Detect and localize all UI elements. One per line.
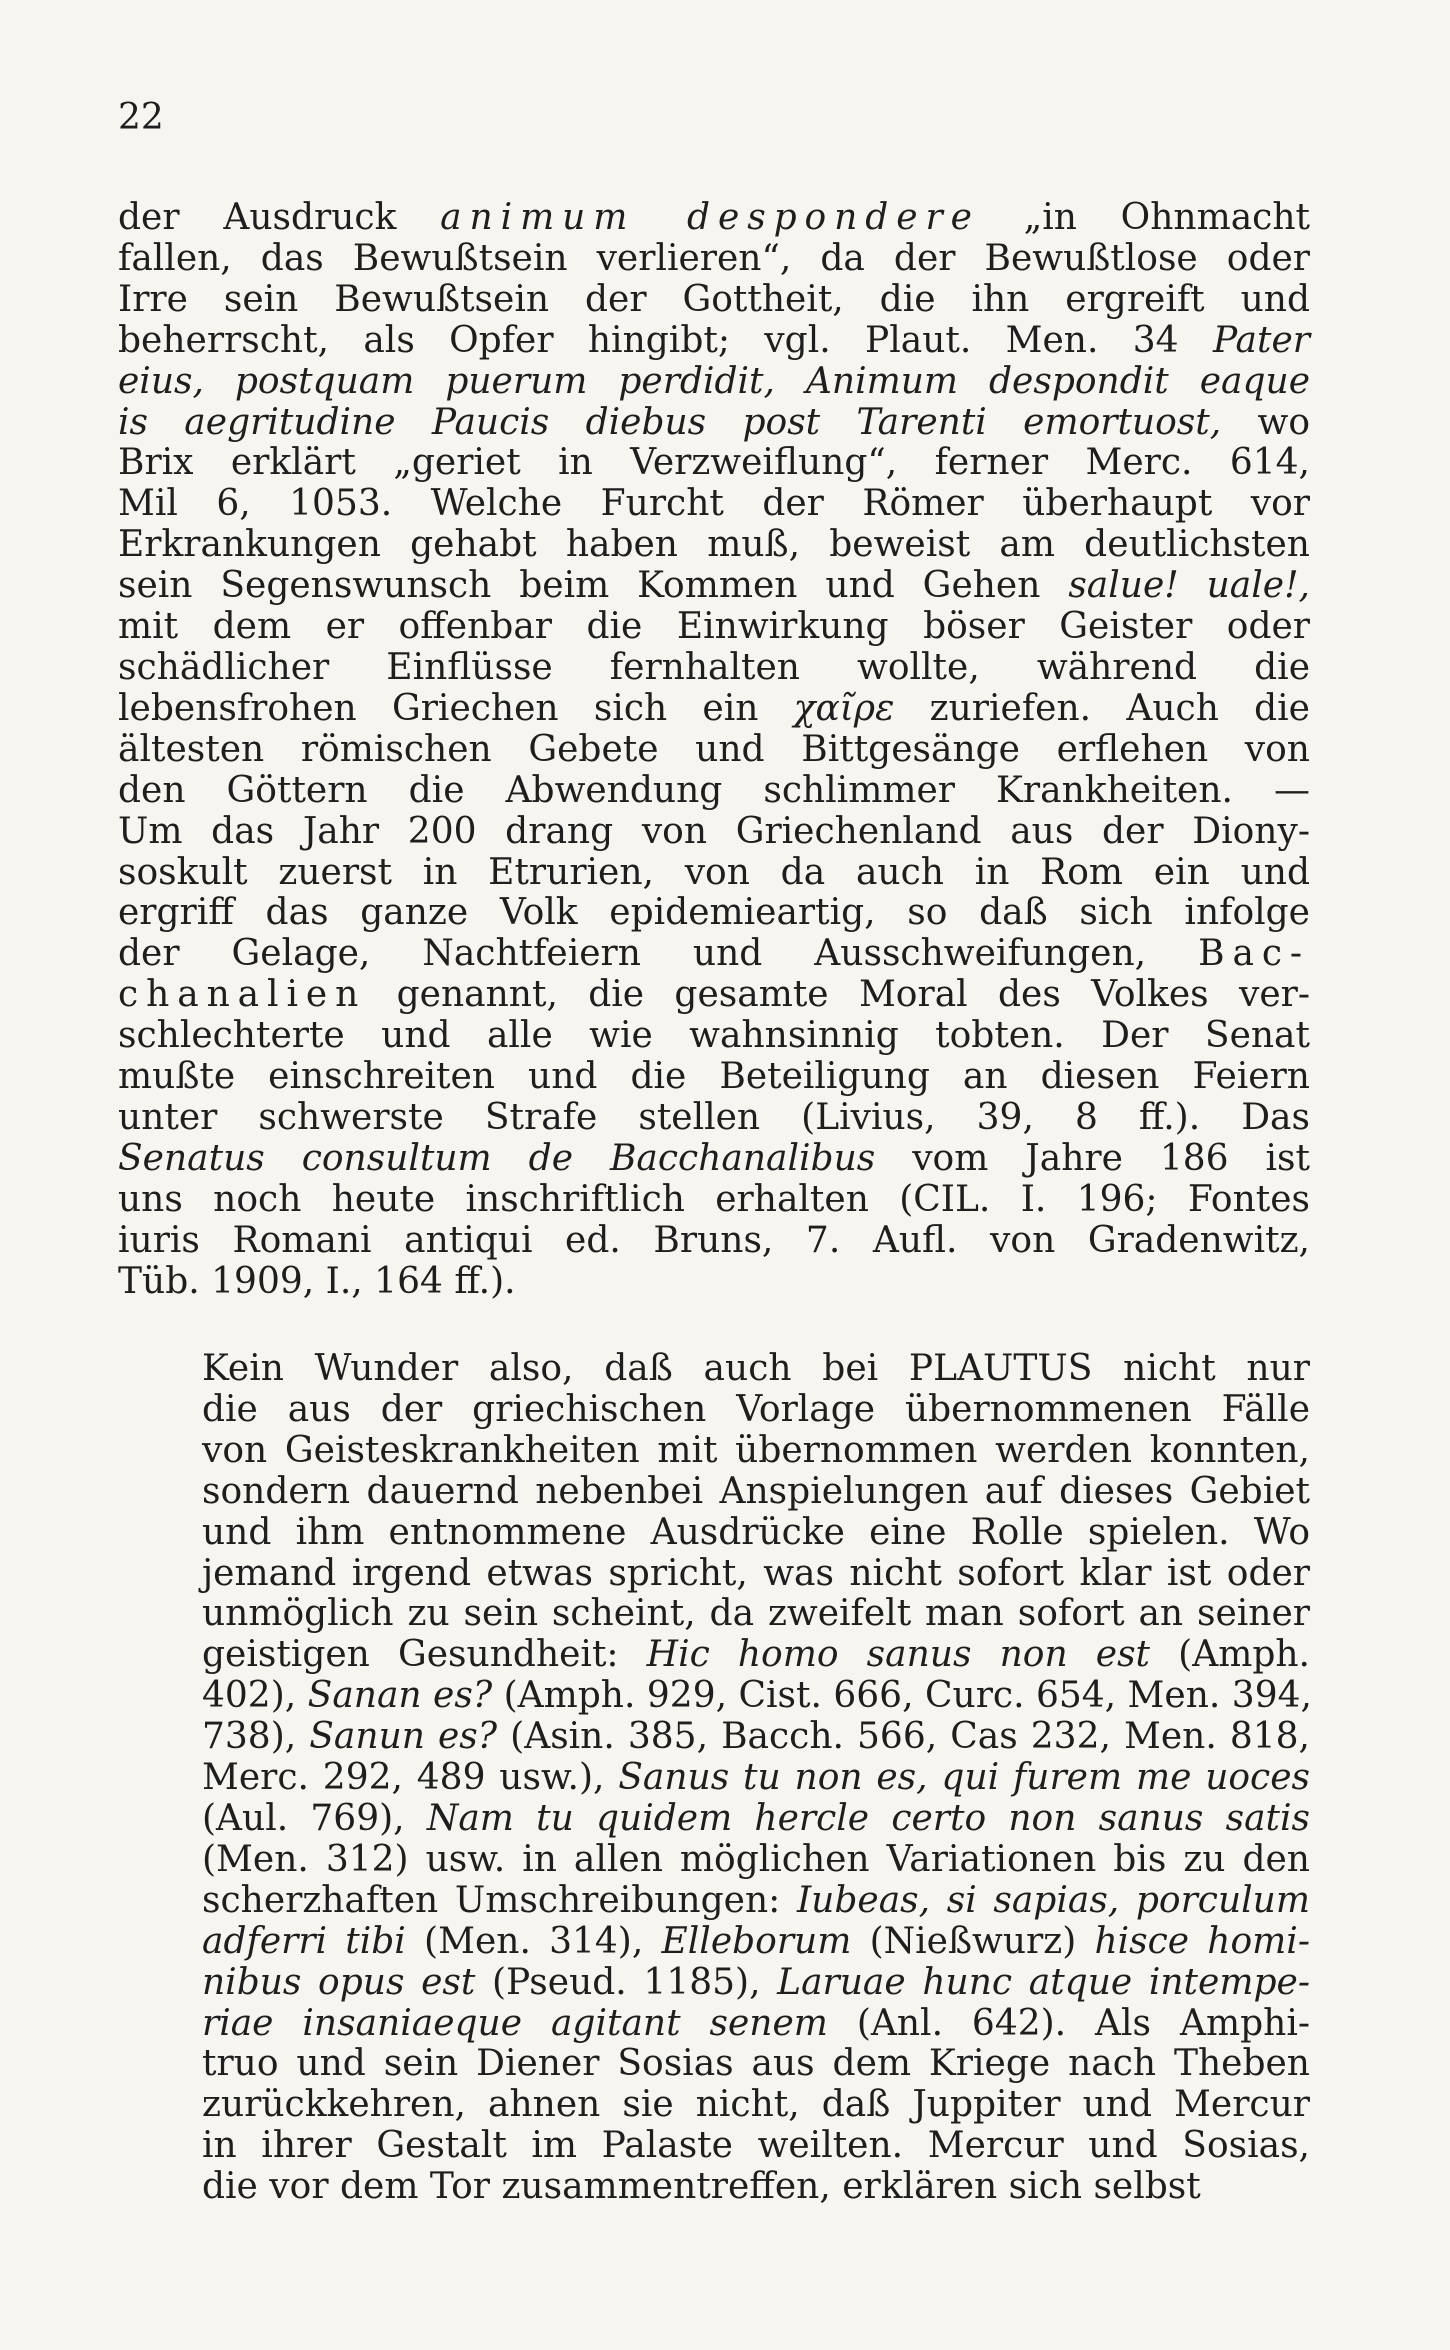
text-run: Brix erklärt „geriet in Verzweiflung“, ferner Merc. 614, bbox=[118, 442, 1310, 484]
italic-text: eius, postquam puerum perdidit, Animum despondit eaque bbox=[118, 360, 1310, 402]
italic-text: riae insaniaeque agitant senem bbox=[202, 2002, 828, 2044]
text-run: Tüb. 1909, I., 164 ff.). bbox=[118, 1260, 516, 1302]
italic-text: Nam tu quidem hercle certo non sanus satis bbox=[426, 1797, 1310, 1839]
text-line bbox=[118, 1594, 1310, 1635]
text-run: ältesten römischen Gebete und Bittgesänge erflehen von bbox=[118, 728, 1310, 770]
text-run: beherrscht, als Opfer hingibt; vgl. Plaut. Men. 34 bbox=[118, 319, 1213, 361]
text-run: uns noch heute inschriftlich erhalten (CIL. I. 196; Fontes bbox=[118, 1178, 1310, 1220]
text-run: ergriff das ganze Volk epidemieartig, so daß sich infolge bbox=[118, 892, 1310, 934]
italic-text: χαῖρε bbox=[793, 687, 895, 729]
text-line bbox=[118, 1016, 1310, 1057]
text-run: Irre sein Bewußtsein der Gottheit, die ihn ergreift und bbox=[118, 278, 1310, 320]
text-run: (Nießwurz) bbox=[851, 1920, 1095, 1962]
page-number: 22 bbox=[118, 97, 164, 138]
text-run: jemand irgend etwas spricht, was nicht sofort klar ist oder bbox=[202, 1552, 1310, 1594]
text-line bbox=[118, 2044, 1310, 2085]
text-line bbox=[118, 1840, 1310, 1881]
text-line bbox=[118, 607, 1310, 648]
text-run: genannt, die gesamte Moral des Volkes ver- bbox=[366, 974, 1310, 1016]
text-run: wo bbox=[1221, 401, 1310, 443]
text-line bbox=[118, 648, 1310, 689]
text-line bbox=[118, 1221, 1310, 1262]
text-run: (Asin. 385, Bacch. 566, Cas 232, Men. 818, bbox=[497, 1716, 1310, 1758]
text-line bbox=[118, 812, 1310, 853]
text-run: (Amph. bbox=[1150, 1634, 1310, 1676]
text-run: Bac- bbox=[1198, 933, 1310, 975]
text-line bbox=[118, 771, 1310, 812]
italic-text: salue! uale!, bbox=[1068, 565, 1310, 607]
text-run: chanalien bbox=[118, 974, 367, 1016]
text-run: (Anl. 642). Als Amphi- bbox=[827, 2002, 1310, 2044]
text-run: mit dem er offenbar die Einwirkung böser Geister oder bbox=[118, 606, 1310, 648]
text-run: unter schwerste Strafe stellen (Livius, 39, 8 ff.). Das bbox=[118, 1096, 1310, 1138]
text-run: den Göttern die Abwendung schlimmer Krankheiten. — bbox=[118, 769, 1310, 811]
text-line bbox=[118, 1922, 1310, 1963]
text-line bbox=[118, 484, 1310, 525]
text-run: der Ausdruck bbox=[118, 197, 441, 238]
text-run: von Geisteskrankheiten mit übernommen werden konnten, bbox=[202, 1429, 1310, 1471]
text-line bbox=[118, 2167, 1310, 2208]
italic-text: adferri tibi bbox=[202, 1920, 406, 1962]
italic-text: Sanan es? bbox=[307, 1675, 493, 1717]
italic-text: Laruae hunc atque intempe- bbox=[777, 1961, 1310, 2003]
paragraph-2 bbox=[118, 1349, 1310, 2208]
italic-text: nibus opus est bbox=[202, 1961, 476, 2003]
text-line bbox=[118, 934, 1310, 975]
text-run: 738), bbox=[202, 1716, 310, 1758]
text-line bbox=[118, 1390, 1310, 1431]
text-line bbox=[118, 1963, 1310, 2004]
italic-text: Sanun es? bbox=[309, 1716, 498, 1758]
text-line bbox=[118, 2004, 1310, 2045]
italic-text: Iubeas, si sapias, porculum bbox=[796, 1879, 1310, 1921]
italic-text: is aegritudine Paucis diebus post Tarenti emortuost, bbox=[118, 401, 1222, 443]
text-run: Um das Jahr 200 drang von Griechenland aus der Diony- bbox=[118, 810, 1310, 852]
text-run: (Men. 314), bbox=[405, 1920, 662, 1962]
italic-text: Sanus tu non es, qui furem me uoces bbox=[618, 1757, 1310, 1799]
text-run: sondern dauernd nebenbei Anspielungen auf dieses Gebiet bbox=[202, 1470, 1310, 1512]
text-run: die vor dem Tor zusammentreffen, erklären sich selbst bbox=[202, 2166, 1201, 2208]
text-line bbox=[118, 443, 1310, 484]
text-run: truo und sein Diener Sosias aus dem Kriege nach Theben bbox=[202, 2043, 1310, 2085]
italic-text: Pater bbox=[1212, 319, 1310, 361]
text-line bbox=[118, 1098, 1310, 1139]
text-line bbox=[118, 280, 1310, 321]
text-line bbox=[118, 1799, 1310, 1840]
text-line bbox=[118, 239, 1310, 280]
text-line bbox=[118, 1676, 1310, 1717]
text-run: zuriefen. Auch die bbox=[894, 687, 1310, 729]
text-line bbox=[118, 362, 1310, 403]
text-run: lebensfrohen Griechen sich ein bbox=[118, 687, 794, 729]
italic-text: Hic homo sanus non est bbox=[646, 1634, 1151, 1676]
text-line bbox=[118, 1349, 1310, 1390]
text-line bbox=[118, 975, 1310, 1016]
text-line bbox=[118, 1431, 1310, 1472]
text-line bbox=[118, 1635, 1310, 1676]
text-line bbox=[118, 1057, 1310, 1098]
text-line bbox=[118, 689, 1310, 730]
text-line bbox=[118, 1513, 1310, 1554]
text-run: Mil 6, 1053. Welche Furcht der Römer überhaupt vor bbox=[118, 483, 1310, 525]
text-run: in ihrer Gestalt im Palaste weilten. Mercur und Sosias, bbox=[202, 2125, 1310, 2167]
text-run: sein Segenswunsch beim Kommen und Gehen bbox=[118, 565, 1069, 607]
text-line bbox=[118, 730, 1310, 771]
text-line bbox=[118, 403, 1310, 444]
text-line bbox=[118, 2085, 1310, 2126]
italic-text: Senatus consultum de Bacchanalibus bbox=[118, 1137, 876, 1179]
text-run: und ihm entnommene Ausdrücke eine Rolle spielen. Wo bbox=[202, 1511, 1310, 1553]
italic-text: animum despondere bbox=[440, 197, 980, 238]
text-run: (Men. 312) usw. in allen möglichen Variationen bis zu den bbox=[202, 1838, 1310, 1880]
text-line bbox=[118, 1472, 1310, 1513]
text-run: schlechterte und alle wie wahnsinnig tobten. Der Senat bbox=[118, 1015, 1310, 1057]
paragraph-1 bbox=[118, 198, 1310, 1302]
italic-text: hisce homi- bbox=[1094, 1920, 1310, 1962]
text-line bbox=[118, 1717, 1310, 1758]
text-run: geistigen Gesundheit: bbox=[202, 1634, 647, 1676]
text-line bbox=[118, 1180, 1310, 1221]
text-run: iuris Romani antiqui ed. Bruns, 7. Aufl. von Gradenwitz, bbox=[118, 1219, 1310, 1261]
text-run: (Pseud. 1185), bbox=[475, 1961, 778, 2003]
text-run: (Aul. 769), bbox=[202, 1797, 427, 1839]
text-line bbox=[118, 1262, 1310, 1303]
text-line bbox=[118, 321, 1310, 362]
text-line bbox=[118, 1554, 1310, 1595]
text-line bbox=[118, 525, 1310, 566]
text-run: die aus der griechischen Vorlage übernommenen Fälle bbox=[202, 1388, 1310, 1430]
text-run: fallen, das Bewußtsein verlieren“, da der Bewußtlose oder bbox=[118, 237, 1310, 279]
text-run: Erkrankungen gehabt haben muß, beweist am deutlichsten bbox=[118, 524, 1310, 566]
text-run: Merc. 292, 489 usw.), bbox=[202, 1757, 619, 1799]
text-line bbox=[118, 566, 1310, 607]
text-run: unmöglich zu sein scheint, da zweifelt man sofort an seiner bbox=[202, 1593, 1310, 1635]
text-run: zurückkehren, ahnen sie nicht, daß Juppiter und Mercur bbox=[202, 2084, 1310, 2126]
text-run: 402), bbox=[202, 1675, 308, 1717]
text-run: soskult zuerst in Etrurien, von da auch in Rom ein und bbox=[118, 851, 1310, 893]
text-line bbox=[118, 1758, 1310, 1799]
text-run: der Gelage, Nachtfeiern und Ausschweifungen, bbox=[118, 933, 1199, 975]
text-run: schädlicher Einflüsse fernhalten wollte, während die bbox=[118, 646, 1310, 688]
italic-text: Elleborum bbox=[661, 1920, 852, 1962]
text-line bbox=[118, 1139, 1310, 1180]
text-line bbox=[118, 2126, 1310, 2167]
text-run: Kein Wunder also, daß auch bei PLAUTUS nicht nur bbox=[202, 1348, 1310, 1389]
text-line bbox=[118, 198, 1310, 239]
text-line bbox=[118, 893, 1310, 934]
text-run: (Amph. 929, Cist. 666, Curc. 654, Men. 394, bbox=[492, 1675, 1312, 1717]
text-run: mußte einschreiten und die Beteiligung an diesen Feiern bbox=[118, 1056, 1310, 1098]
text-line bbox=[118, 1881, 1310, 1922]
text-run: scherzhaften Umschreibungen: bbox=[202, 1879, 797, 1921]
text-line bbox=[118, 853, 1310, 894]
text-run: vom Jahre 186 ist bbox=[875, 1137, 1310, 1179]
text-run: „in Ohnmacht bbox=[979, 197, 1310, 238]
